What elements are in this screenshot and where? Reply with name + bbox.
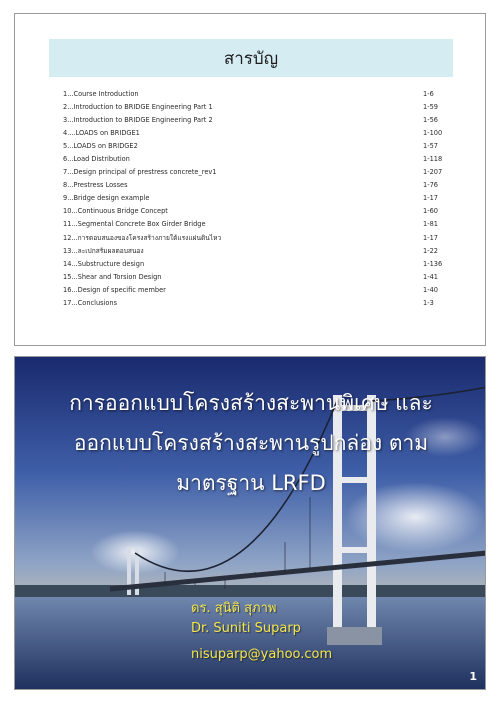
toc-list [63,87,453,310]
author-email: nisuparp@yahoo.com [191,647,333,662]
toc-item-label: 12...การตอบสนองของโครงสร้างภายใต้แรงแผ่นดินไหว [63,234,222,243]
toc-item [63,192,453,205]
toc-item-pages: 1-207 [423,168,443,177]
toc-item-pages: 1-17 [423,194,438,203]
toc-item-label: 11...Segmental Concrete Box Girder Bridge [63,220,206,229]
toc-item-pages: 1-22 [423,246,438,255]
toc-item-pages: 1-59 [423,102,438,111]
toc-item-pages: 1-76 [423,181,438,190]
toc-item [63,270,453,283]
toc-item-pages: 1-136 [423,259,443,268]
toc-item-pages: 1-41 [423,272,438,281]
toc-item [63,297,453,310]
toc-title: สารบัญ [223,48,279,69]
toc-item-pages: 1-57 [423,141,438,150]
toc-item [63,218,453,231]
toc-item-label: 14...Substructure design [63,259,145,268]
toc-item-label: 6...Load Distribution [63,155,130,164]
toc-item [63,205,453,218]
cover-title-line-3: มาตรฐาน LRFD [176,471,326,495]
toc-item [63,152,453,165]
toc-item [63,166,453,179]
author-name-english: Dr. Suniti Suparp [191,621,301,636]
toc-item-label: 1...Course Introduction [63,89,139,98]
toc-item [63,100,453,113]
toc-item-pages: 1-81 [423,220,438,229]
toc-item-pages: 1-56 [423,115,438,124]
toc-item [63,179,453,192]
toc-item [63,244,453,257]
toc-item-label: 10...Continuous Bridge Concept [63,207,168,216]
toc-item [63,87,453,100]
toc-item [63,283,453,296]
toc-item-label: 9...Bridge design example [63,194,150,203]
toc-item [63,139,453,152]
toc-item-pages: 1-118 [423,155,443,164]
toc-item-pages: 1-40 [423,285,438,294]
toc-item-label: 3...Introduction to BRIDGE Engineering Part 2 [63,115,213,124]
toc-item-pages: 1-100 [423,128,443,137]
toc-item-label: 15...Shear and Torsion Design [63,272,162,281]
toc-item-label: 8...Prestress Losses [63,181,128,190]
toc-item-pages: 1-3 [423,299,434,308]
toc-item-label: 4....LOADS on BRIDGE1 [63,128,140,137]
toc-item-label: 2...Introduction to BRIDGE Engineering Part 1 [63,102,213,111]
toc-item [63,231,453,244]
toc-slide [14,13,486,346]
toc-item-pages: 1-60 [423,207,438,216]
toc-item [63,257,453,270]
toc-item-pages: 1-6 [423,89,434,98]
cover-title-line-2: ออกแบบโครงสร้างสะพานรูปกล่อง ตาม [73,431,429,455]
toc-item [63,113,453,126]
cover-slide [14,356,486,690]
toc-item-label: 16...Design of specific member [63,285,166,294]
toc-item [63,126,453,139]
toc-item-label: 17...Conclusions [63,299,118,308]
toc-item-label: 7...Design principal of prestress concrete_rev1 [63,168,217,177]
toc-item-pages: 1-17 [423,233,438,242]
page-number: 1 [469,670,477,683]
toc-header [49,39,453,77]
toc-item-label: 13...ละเปกสร้มผลตอบสนอง [63,247,144,256]
toc-item-label: 5...LOADS on BRIDGE2 [63,141,138,150]
author-name-thai: ดร. สุนิติ สุภาพ [191,601,277,616]
cover-title-line-1: การออกแบบโครงสร้างสะพานพิเศษ และ [69,391,433,415]
